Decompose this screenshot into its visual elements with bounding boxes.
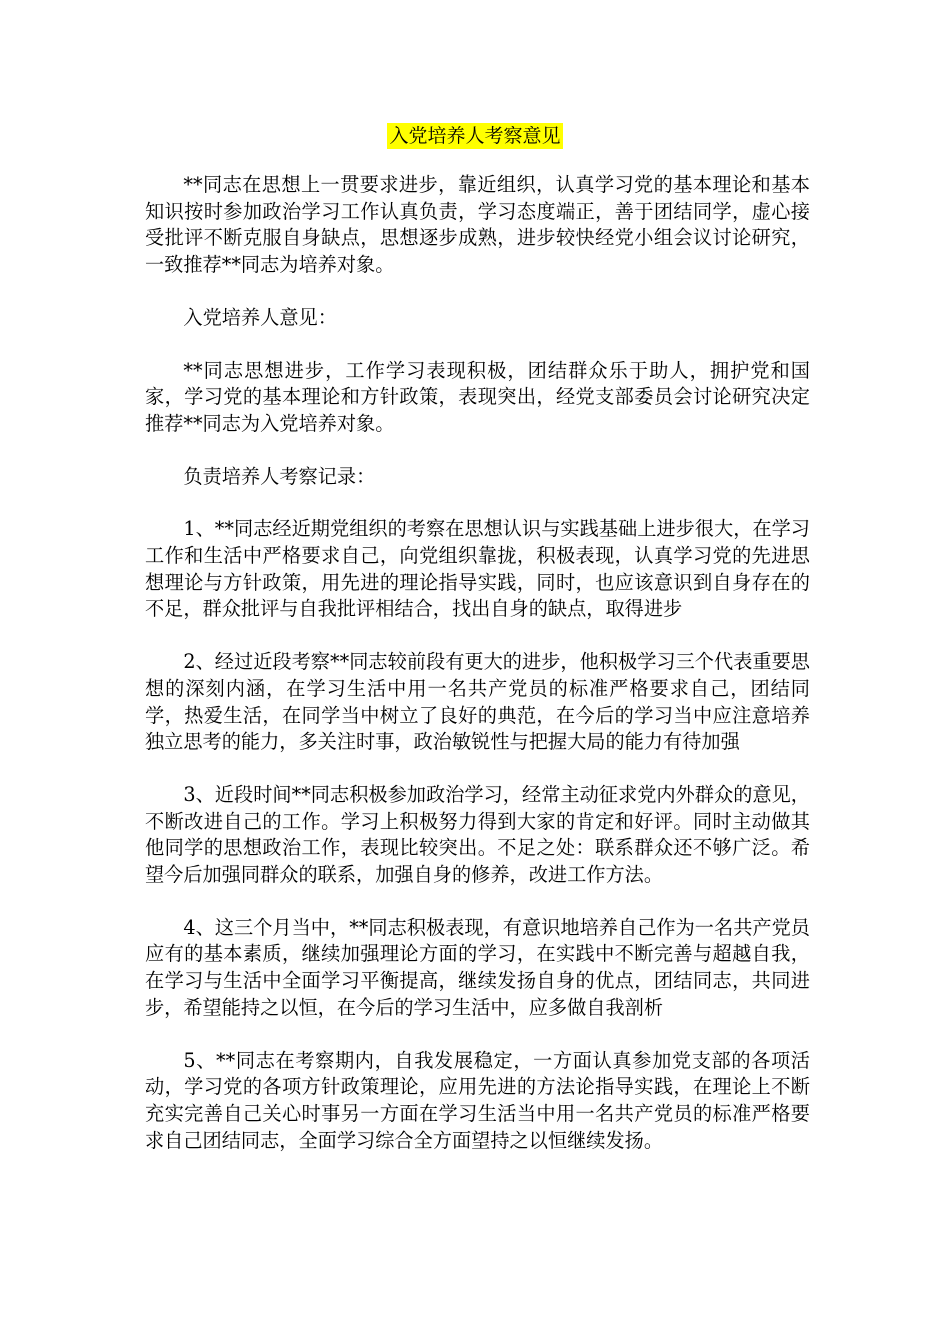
paragraph-intro: **同志在思想上一贯要求进步，靠近组织，认真学习党的基本理论和基本知识按时参加政治学习工作认真负责，学习态度端正，善于团结同学，虚心接受批评不断克服自身缺点，思想逐步成熟，进步较快经党小组会议讨论研究，一致推荐**同志为培养对象。 xyxy=(145,173,810,277)
paragraph-record-2: 2、经过近段考察**同志较前段有更大的进步，他积极学习三个代表重要思想的深刻内涵，在学习生活中用一名共产党员的标准严格要求自己，团结同学，热爱生活，在同学当中树立了良好的典范，在今后的学习当中应注意培养独立思考的能力，多关注时事，政治敏锐性与把握大局的能力有待加强 xyxy=(145,650,810,754)
paragraph-record-5: 5、**同志在考察期内，自我发展稳定，一方面认真参加党支部的各项活动，学习党的各项方针政策理论，应用先进的方法论指导实践，在理论上不断充实完善自己关心时事另一方面在学习生活当中用一名共产党员的标准严格要求自己团结同志，全面学习综合全方面望持之以恒继续发扬。 xyxy=(145,1048,810,1152)
document-title: 入党培养人考察意见 xyxy=(389,125,561,147)
paragraph-record-1: 1、**同志经近期党组织的考察在思想认识与实践基础上进步很大，在学习工作和生活中严格要求自己，向党组织靠拢，积极表现，认真学习党的先进思想理论与方针政策，用先进的理论指导实践，同时，也应该意识到自身存在的不足，群众批评与自我批评相结合，找出自身的缺点，取得进步 xyxy=(145,517,810,621)
paragraph-record-3: 3、近段时间**同志积极参加政治学习，经常主动征求党内外群众的意见，不断改进自己的工作。学习上积极努力得到大家的肯定和好评。同时主动做其他同学的思想政治工作，表现比较突出。不足之处：联系群众还不够广泛。希望今后加强同群众的联系，加强自身的修养，改进工作方法。 xyxy=(145,782,810,887)
paragraph-opinion: **同志思想进步，工作学习表现积极，团结群众乐于助人，拥护党和国家，学习党的基本理论和方针政策，表现突出，经党支部委员会讨论研究决定推荐**同志为入党培养对象。 xyxy=(145,358,810,435)
paragraph-heading-opinion: 入党培养人意见： xyxy=(183,305,337,329)
document-body xyxy=(145,172,810,1180)
paragraph-record-4: 4、这三个月当中，**同志积极表现，有意识地培养自己作为一名共产党员应有的基本素质，继续加强理论方面的学习，在实践中不断完善与超越自我，在学习与生活中全面学习平衡提高，继续发扬自身的优点，团结同志，共同进步，希望能持之以恒，在今后的学习生活中，应多做自我剖析 xyxy=(145,915,810,1019)
title-container xyxy=(0,123,950,149)
paragraph-heading-record: 负责培养人考察记录： xyxy=(183,464,376,488)
